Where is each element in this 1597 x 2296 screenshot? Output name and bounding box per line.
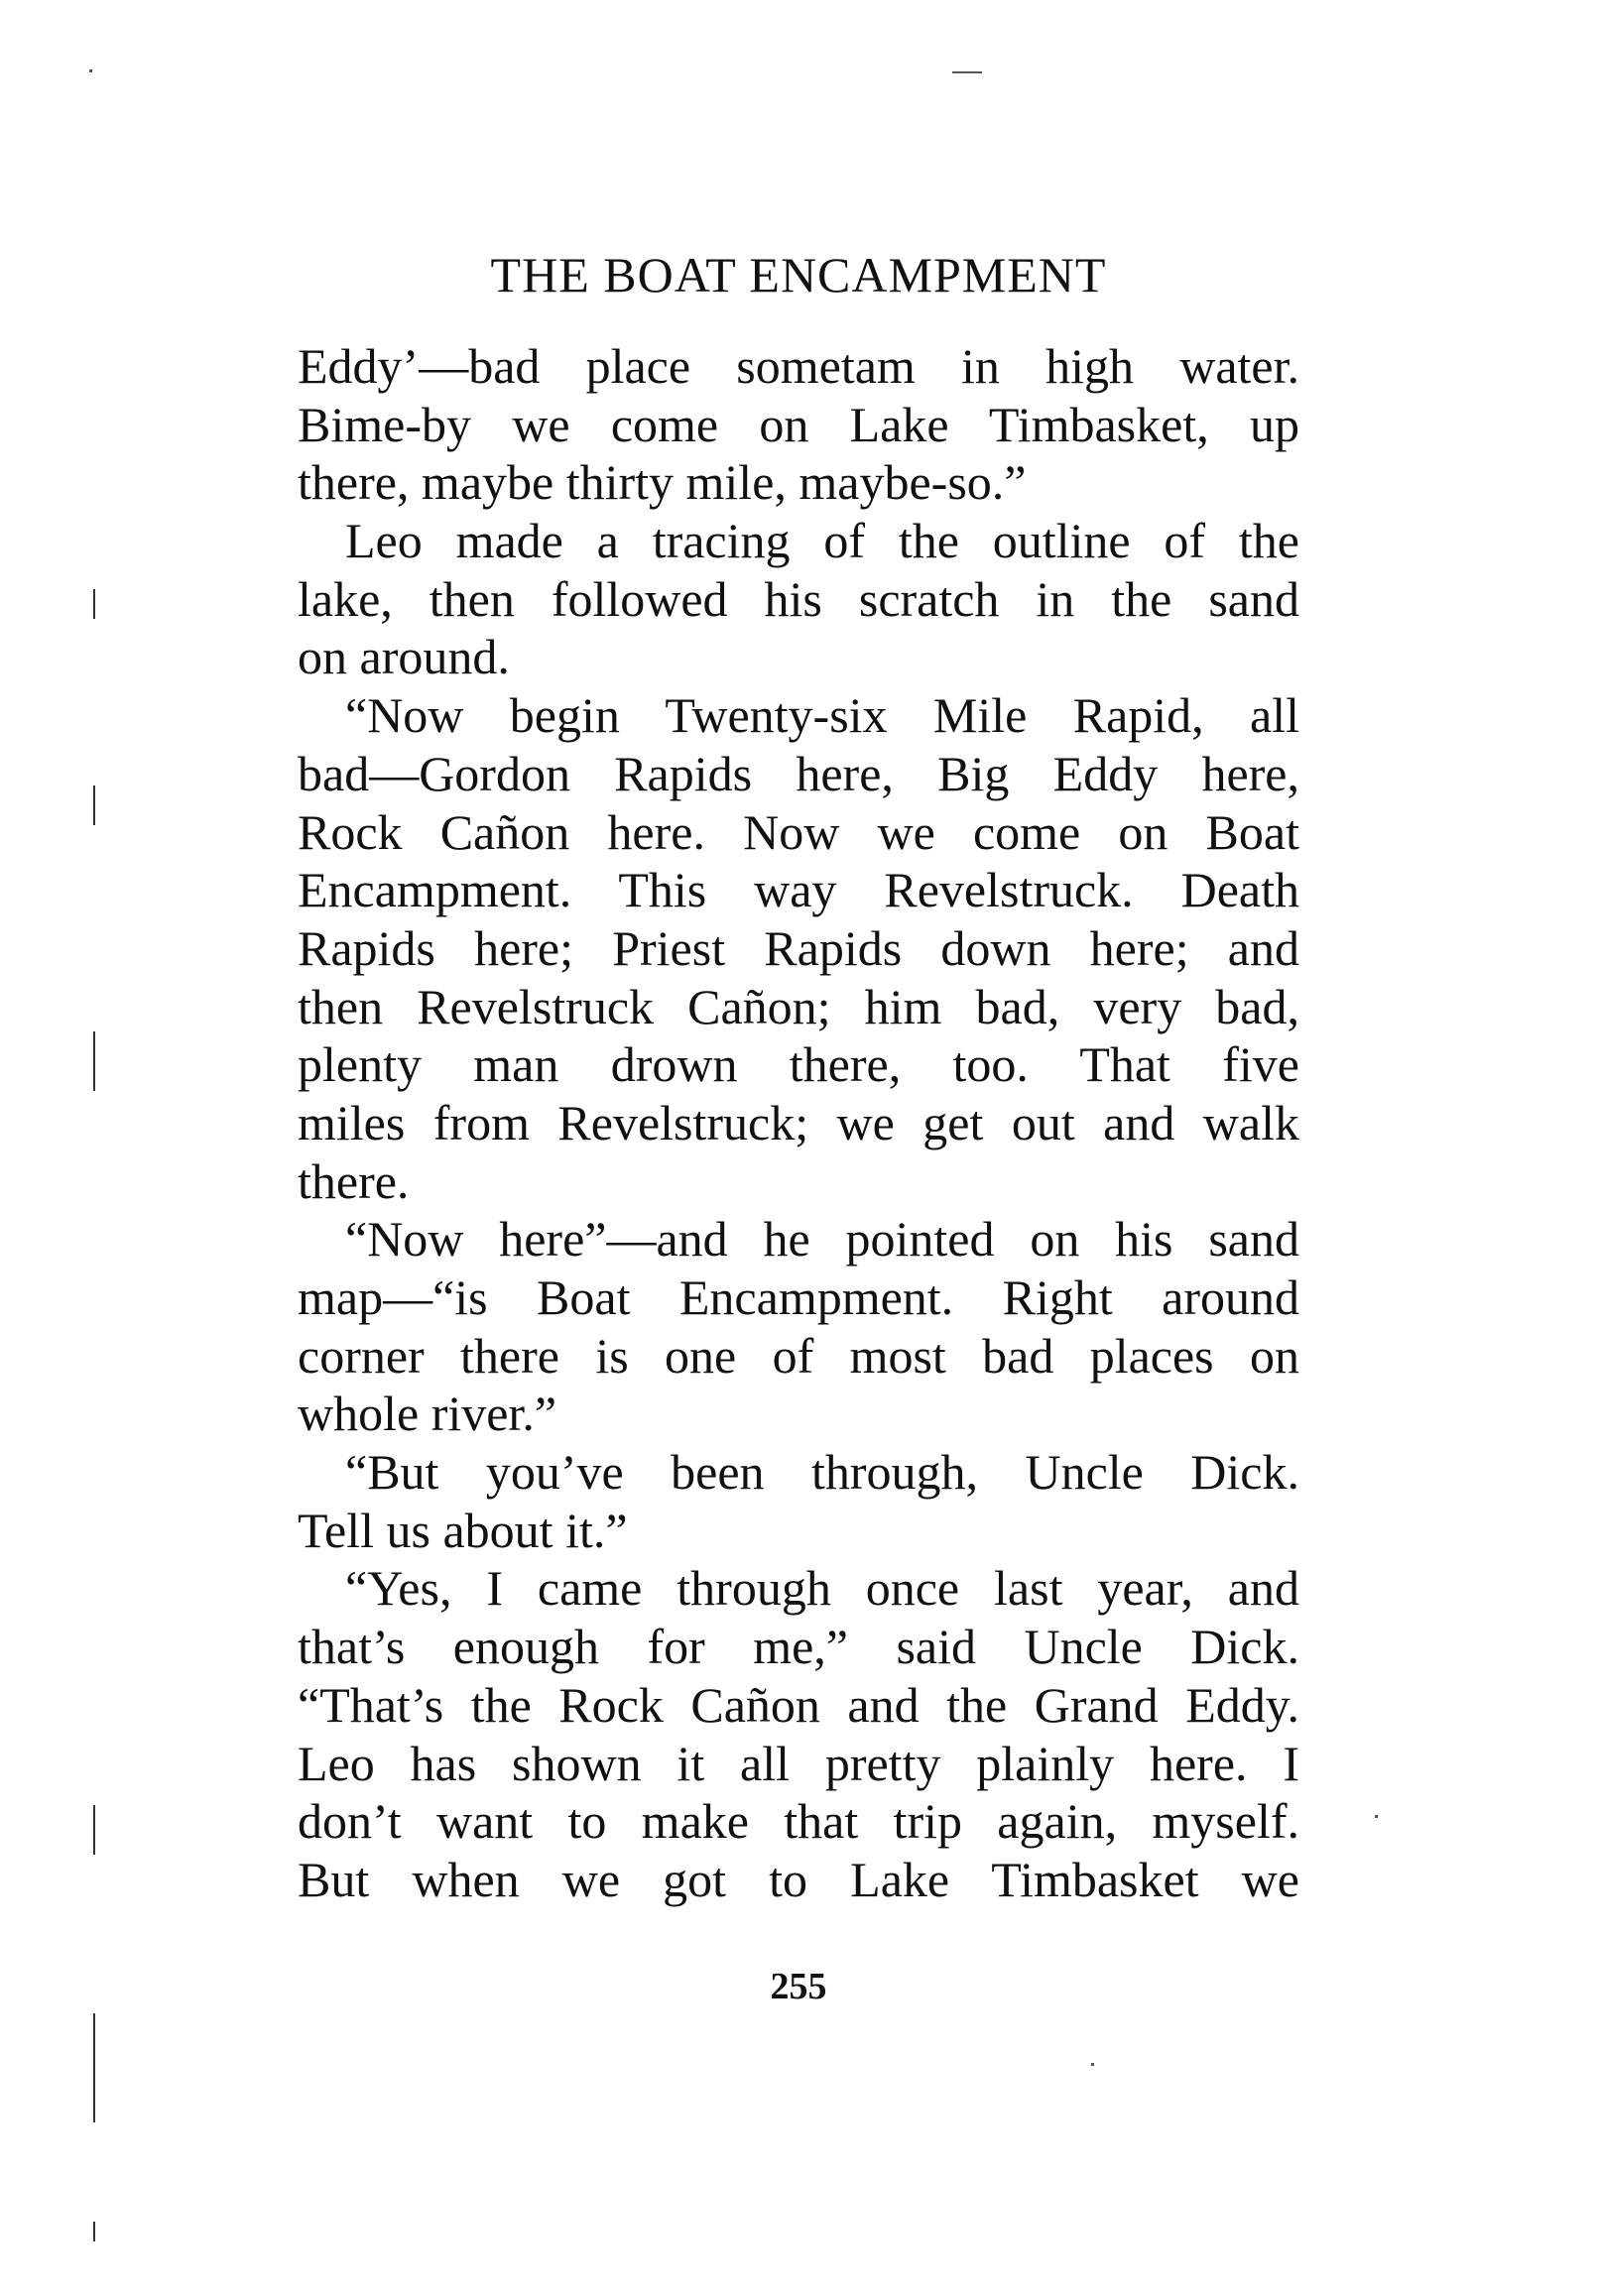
text-line: that’s enough for me,” said Uncle Dick. <box>298 1619 1299 1675</box>
text-line: Leo has shown it all pretty plainly here. I <box>298 1735 1299 1791</box>
text-line: Eddy’—bad place sometam in high water. <box>298 338 1299 394</box>
scan-speck <box>1375 1815 1378 1818</box>
gutter-mark <box>93 785 95 825</box>
gutter-mark <box>93 1031 95 1091</box>
text-line: “But you’ve been through, Uncle Dick. <box>345 1444 1299 1501</box>
text-line: don’t want to make that trip again, myself. <box>298 1793 1299 1850</box>
text-line: Rock Cañon here. Now we come on Boat <box>298 803 1299 860</box>
gutter-mark <box>93 2222 95 2241</box>
text-line: Bime-by we come on Lake Timbasket, up <box>298 396 1299 452</box>
text-line: Rapids here; Priest Rapids down here; and <box>298 919 1299 976</box>
text-line: lake, then followed his scratch in the sand <box>298 570 1299 627</box>
text-line: miles from Revelstruck; we get out and walk <box>298 1094 1299 1150</box>
text-line: “Yes, I came through once last year, and <box>345 1560 1299 1617</box>
scan-speck <box>952 71 982 73</box>
text-line: then Revelstruck Cañon; him bad, very bad, <box>298 978 1299 1034</box>
text-line: Encampment. This way Revelstruck. Death <box>298 862 1299 918</box>
gutter-mark <box>93 589 95 619</box>
scan-speck <box>89 69 92 72</box>
text-line: there, maybe thirty mile, maybe-so.” <box>298 454 1027 511</box>
text-line: “Now here”—and he pointed on his sand <box>345 1211 1299 1268</box>
text-line: Tell us about it.” <box>298 1502 628 1558</box>
text-line: plenty man drown there, too. That five <box>298 1036 1299 1093</box>
text-line: Leo made a tracing of the outline of the <box>345 513 1299 569</box>
text-line: there. <box>298 1152 410 1209</box>
text-line: bad—Gordon Rapids here, Big Eddy here, <box>298 745 1299 801</box>
text-line: on around. <box>298 629 510 685</box>
text-line: But when we got to Lake Timbasket we <box>298 1851 1299 1907</box>
text-line: “That’s the Rock Cañon and the Grand Eddy. <box>298 1676 1299 1733</box>
page-number: 255 <box>770 1966 827 2007</box>
gutter-mark <box>93 1805 95 1855</box>
text-line: corner there is one of most bad places on <box>298 1327 1299 1384</box>
text-line: whole river.” <box>298 1386 557 1442</box>
body-text <box>298 337 1299 1909</box>
scan-speck <box>1091 2063 1094 2066</box>
gutter-mark <box>93 2013 95 2122</box>
text-line: “Now begin Twenty-six Mile Rapid, all <box>345 687 1299 744</box>
text-line: map—“is Boat Encampment. Right around <box>298 1269 1299 1325</box>
running-head: THE BOAT ENCAMPMENT <box>490 247 1107 302</box>
